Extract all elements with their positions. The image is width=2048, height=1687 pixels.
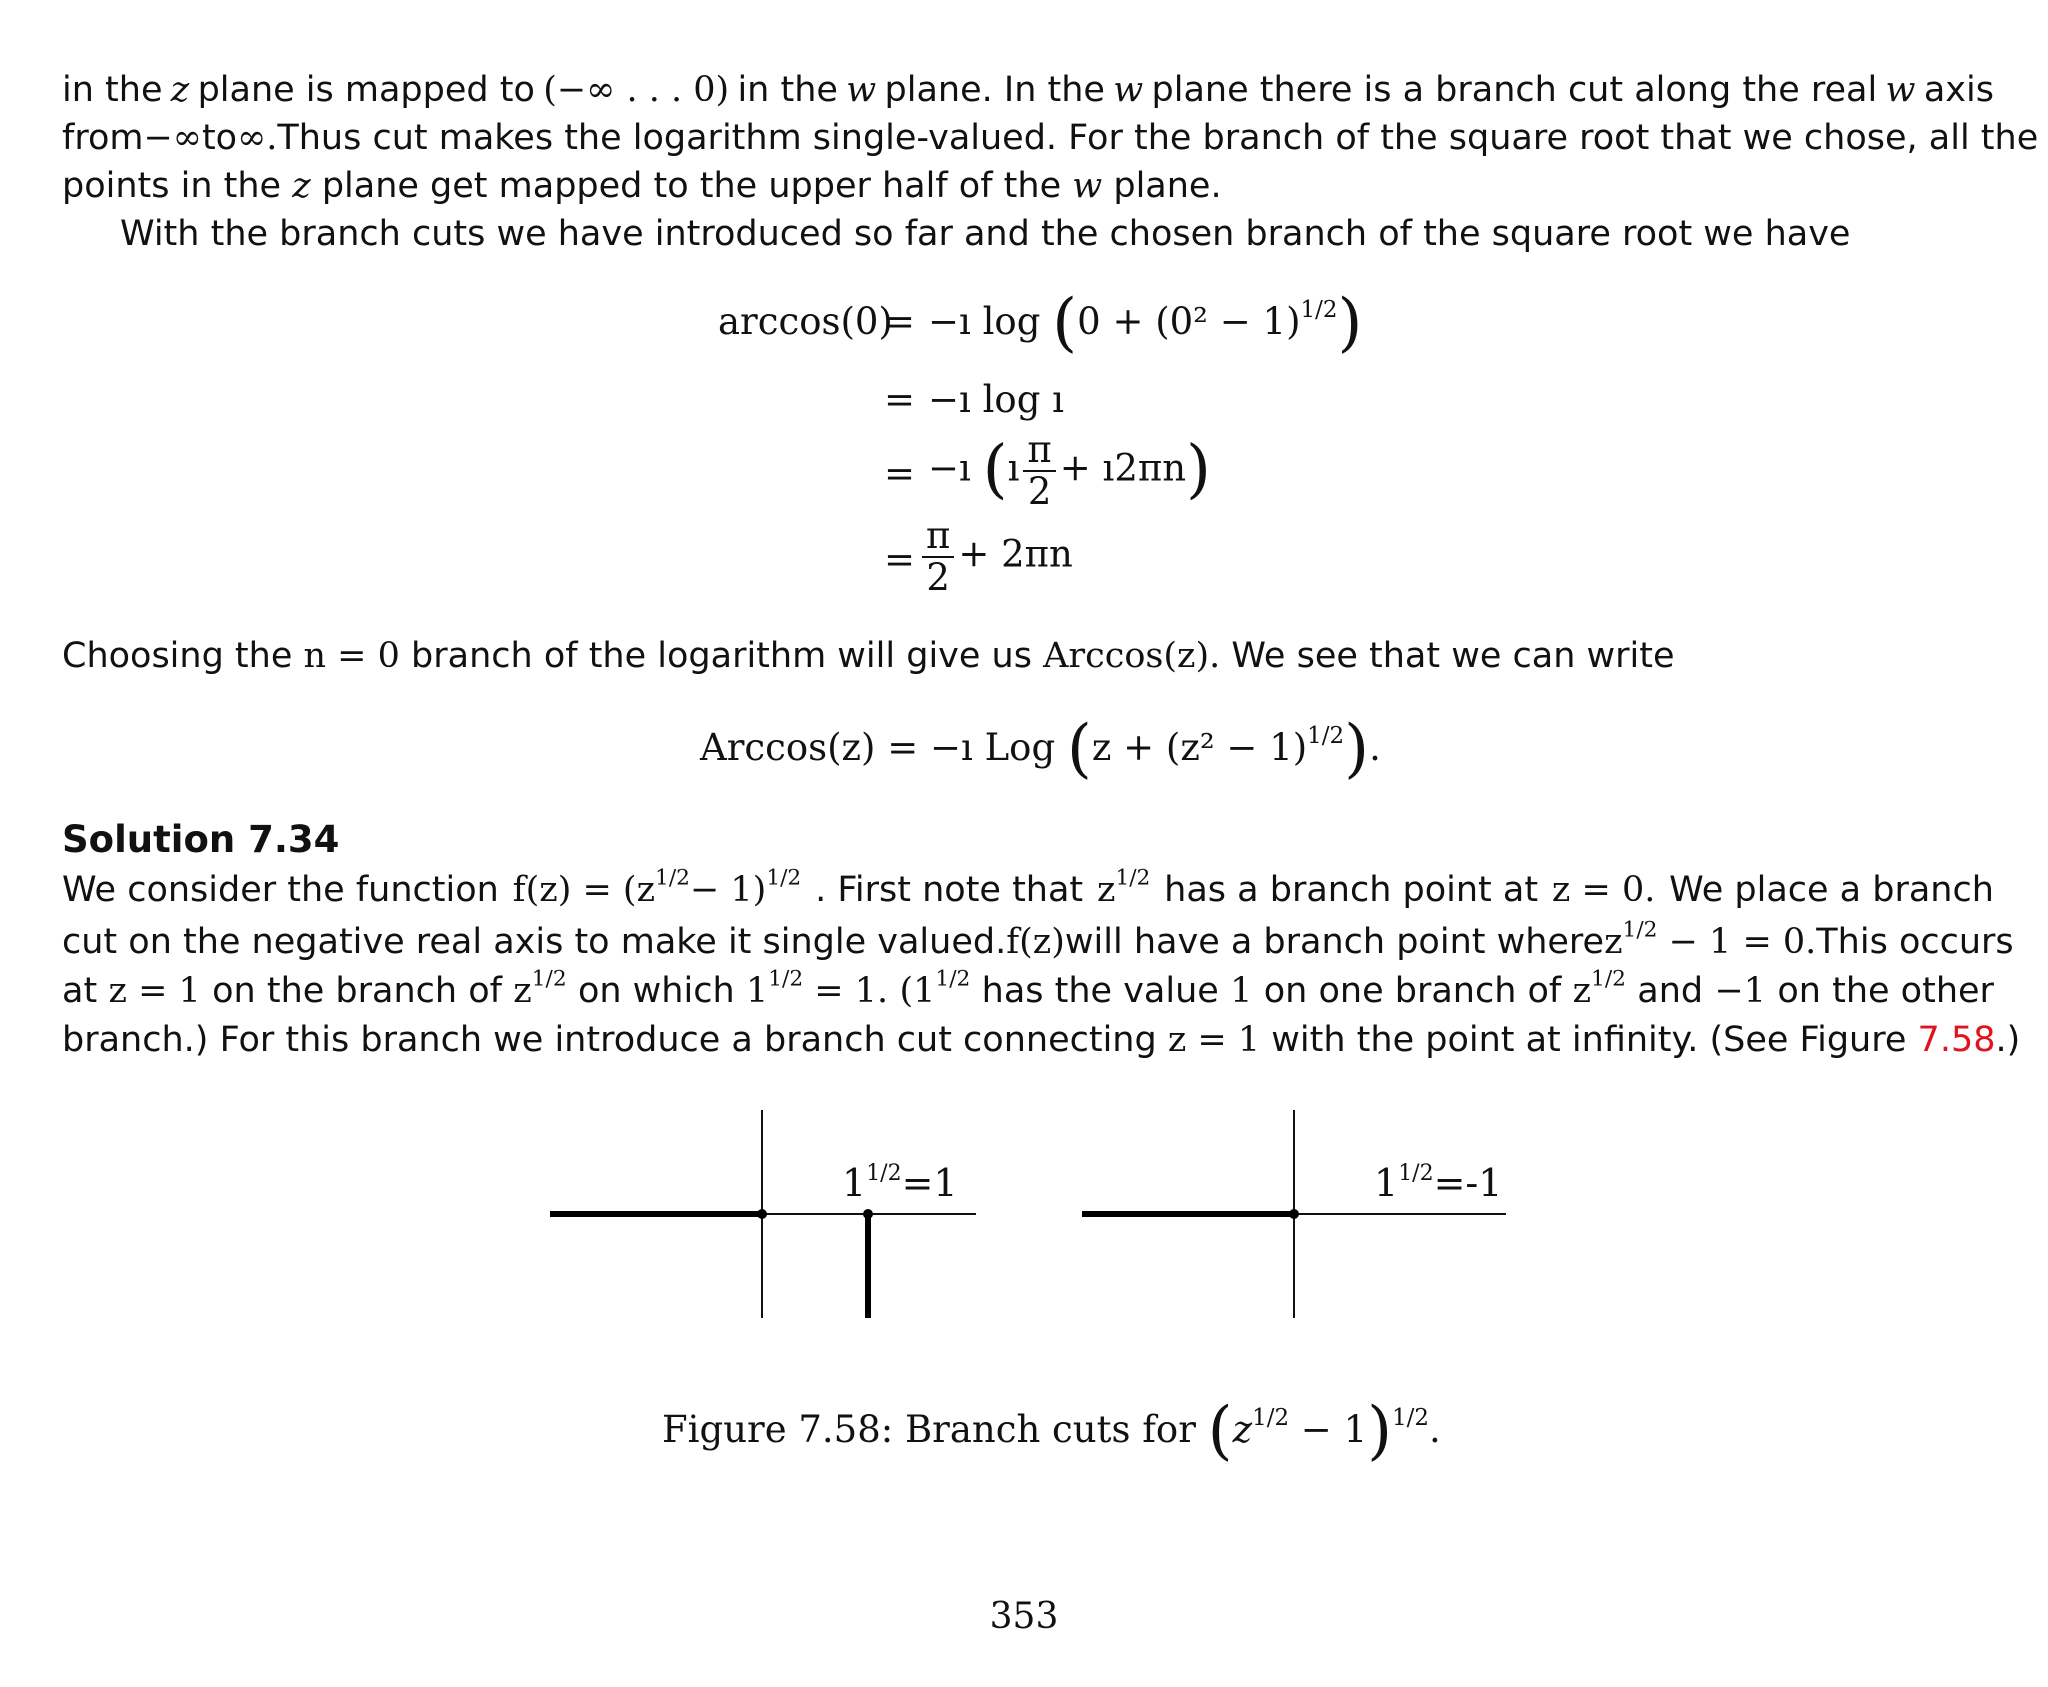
math: 0 + (0² − 1) [1077,300,1301,343]
exponent: 1/2 [1307,722,1345,749]
math: . [1369,726,1381,769]
paren-left: ( [982,432,1008,507]
math: Arccos(z). [1043,636,1221,676]
eq-row-2: −ı log ı [928,378,1064,421]
text-line-3 [62,162,1994,210]
math: ∞. [237,118,278,158]
text-line-4: With the branch cuts we have introduced so far and the chosen branch of the square root we have [120,214,1851,254]
branch-point-origin [757,1209,767,1219]
branch-label-right: $1^{1/2}=-1$ [1374,1161,1503,1205]
text: We consider the function [62,870,499,910]
text: . First note that [815,870,1084,910]
text: Thus cut makes the logarithm single-valued. For the branch of the square root that we chose, all the [277,118,2039,158]
math: z = 1 [108,971,201,1011]
branch-point-origin [1289,1209,1299,1219]
text-line-2 [62,114,2039,162]
text: in the [737,70,838,110]
math: $1^{1/2} = 1$. [745,966,889,1011]
paren-right: ) [1367,1394,1393,1468]
text-line-6 [62,866,1994,914]
math: f(z) [1006,922,1065,962]
text: on which [577,971,735,1011]
math: + 2πn [958,532,1073,576]
eq-sign: = [884,300,916,343]
text: on the branch of [212,971,502,1011]
figure-link[interactable]: 7.58 [1917,1020,1996,1060]
text: cut on the negative real axis to make it single valued. [62,922,1007,962]
math: z = 0. [1551,870,1656,910]
eq-row-1 [928,286,1363,360]
eq-row-3 [928,430,1211,512]
text: branch.) For this branch we introduce a branch cut connecting [62,1020,1157,1060]
math: z [170,70,190,110]
arccos-equation [700,712,1381,786]
math: ($1^{1/2}$ [899,966,971,1011]
text: Choosing the [62,636,293,676]
math: + ı2πn [1059,446,1187,490]
fraction: $\frac{\pi}{2}$ [1023,430,1055,512]
text-line-1 [62,66,1994,114]
text: We see that we can write [1231,636,1675,676]
text: plane is mapped to [197,70,535,110]
math: $f(z) = (z^{1/2}- 1)^{1/2}$ [512,865,802,910]
text: plane. In the [884,70,1105,110]
branch-cut-figure [0,1100,2048,1340]
math: $z^{1/2}$ [513,966,567,1011]
text: with the point at infinity. (See Figure [1271,1020,1907,1060]
math: ı [1007,446,1020,490]
section-heading: Solution 7.34 [62,818,340,861]
text: on one branch of [1263,971,1562,1011]
text: points in the [62,166,282,206]
text: plane there is a branch cut along the real [1151,70,1878,110]
text: from [62,118,144,158]
math: = −ı Log [887,726,1056,769]
paren-left: ( [1052,286,1078,360]
math: (−∞ . . . 0) [543,70,730,110]
text: has the value [981,971,1219,1011]
text: plane. [1113,166,1222,206]
text: in the [62,70,163,110]
text: and [1637,971,1704,1011]
right-plane-diagram [1082,1110,1506,1318]
text-line-5 [62,632,1994,680]
branch-label-left: $1^{1/2}=1$ [842,1161,958,1205]
math: w [1113,70,1144,110]
figure-caption: Figure 7.58: Branch cuts for $(z^{1/2} - 1)^{1/2}$. [662,1394,1441,1468]
text: plane get mapped to the upper half of the [321,166,1062,206]
math: $z^{1/2}$ [1572,966,1626,1011]
math: −ı log [928,300,1041,343]
eq-sign: = [884,538,916,581]
text: axis [1923,70,1994,110]
text-line-9 [62,1016,2021,1064]
text: to [201,118,238,158]
paren-left: ( [1207,1394,1233,1468]
math: z = 1 [1167,1020,1261,1060]
eq-row-4 [918,516,1073,598]
math: Arccos(z) [700,726,876,769]
text: will have a branch point where [1064,922,1605,962]
math: z + (z² − 1) [1091,726,1308,769]
text: on the other [1777,971,1994,1011]
math: z [292,166,311,206]
math: w [1885,70,1916,110]
branch-point-one [863,1209,873,1219]
text: This occurs [1816,922,2014,962]
text: at [62,971,98,1011]
text: branch of the logarithm will give us [411,636,1032,676]
paren-right: ) [1186,432,1212,507]
math: $z^{1/2} - 1 = 0$. [1604,917,1817,962]
text-line-7 [62,917,2014,966]
math: −∞ [143,118,202,158]
text: has a branch point at [1164,870,1539,910]
text-line-8 [62,967,1994,1015]
math: $z^{1/2}$ [1096,865,1151,910]
math: n = 0 [303,636,400,676]
eq-sign: = [884,452,916,495]
text: .) [1995,1020,2021,1060]
page-number: 353 [989,1596,1059,1637]
eq-lhs: arccos(0) [718,300,893,343]
exponent: 1/2 [1300,296,1338,323]
math: −1 [1714,971,1767,1011]
paren-right: ) [1344,712,1370,786]
eq-sign: = [884,378,916,421]
paren-right: ) [1337,286,1363,360]
math: −ı [928,446,971,490]
text: We place a branch [1669,870,1994,910]
math: 1 [1230,971,1253,1011]
math: w [846,70,877,110]
left-plane-diagram [550,1110,976,1318]
math: w [1072,166,1103,206]
fraction: $\frac{\pi}{2}$ [922,516,954,598]
paren-left: ( [1066,712,1092,786]
